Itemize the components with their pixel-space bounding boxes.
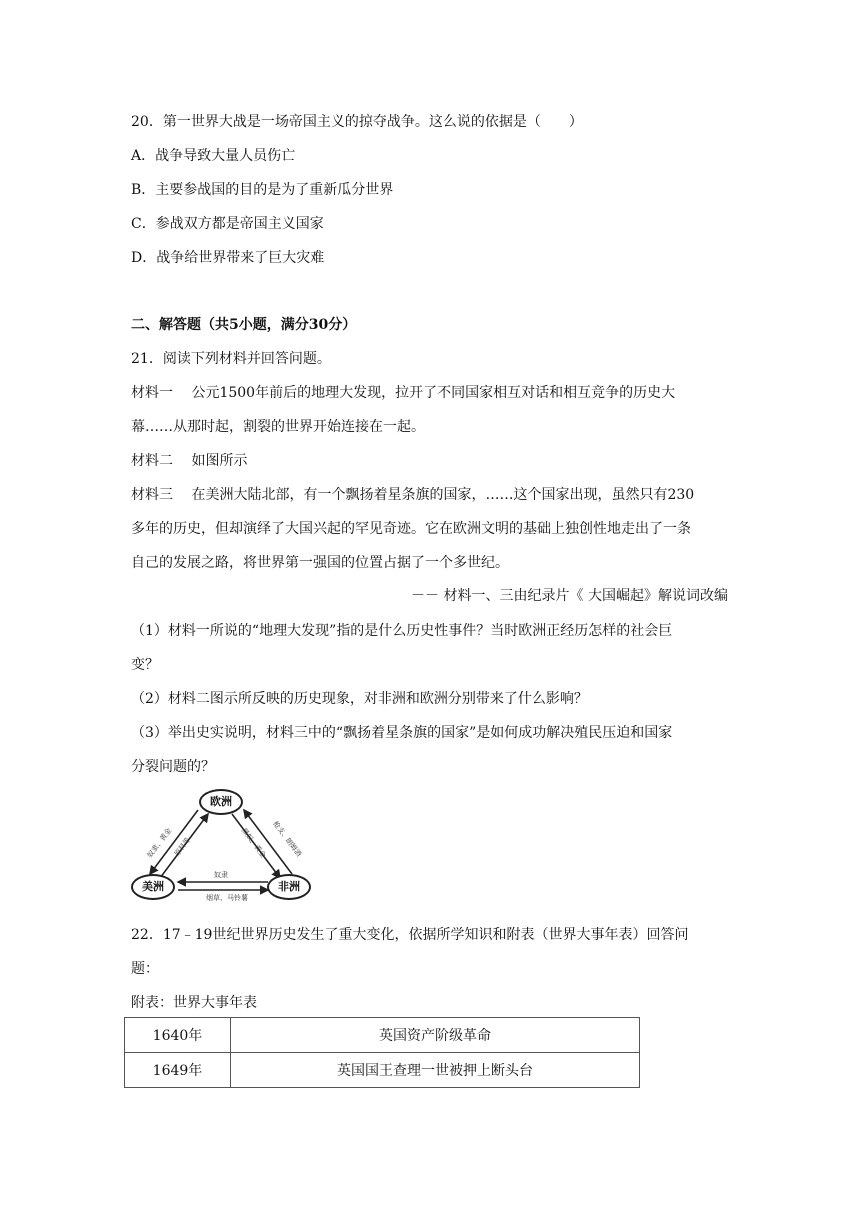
section-heading: 二、解答题（共5小题，满分30分）: [131, 317, 357, 333]
q20-option-c: C．参战双方都是帝国主义国家: [131, 216, 324, 232]
q21-sub1-line2: 变？: [131, 657, 159, 673]
node-europe: 欧洲: [199, 789, 243, 815]
q21-sub3-line2: 分裂问题的？: [131, 759, 215, 775]
q20-option-a: A．战争导致大量人员伤亡: [131, 148, 296, 164]
label-right-outer: 枪支、朗姆酒: [271, 819, 303, 859]
node-africa: 非洲: [267, 874, 311, 900]
triangular-trade-diagram: [128, 786, 314, 906]
q21-material1-line2: 幕……从那时起，割裂的世界开始连接在一起。: [131, 419, 425, 435]
event-cell: 英国国王查理一世被押上断头台: [231, 1053, 640, 1088]
q21-sub3-line1: （3）举出史实说明，材料三中的“飘扬着星条旗的国家”是如何成功解决殖民压迫和国家: [131, 725, 673, 741]
label-bottom-bottom: 烟草、马铃薯: [206, 894, 248, 902]
q20-option-d: D．战争给世界带来了巨大灾难: [131, 250, 325, 266]
label-right-inner: 黑奴、黄金: [239, 826, 268, 860]
node-america: 美洲: [131, 874, 175, 900]
label-bottom-top: 奴隶: [214, 871, 228, 879]
q20-stem: 20．第一世界大战是一场帝国主义的掠夺战争。这么说的依据是（ ）: [131, 114, 583, 130]
q21-sub1-line1: （1）材料一所说的“地理大发现”指的是什么历史性事件？当时欧洲正经历怎样的社会巨: [131, 623, 673, 639]
year-cell: 1649年: [125, 1053, 231, 1088]
q22-table-title: 附表：世界大事年表: [131, 995, 257, 1011]
q21-material1-line1: 材料一 公元1500年前后的地理大发现，拉开了不同国家相互对话和相互竞争的历史大: [131, 385, 676, 401]
year-cell: 1640年: [125, 1018, 231, 1053]
q21-material2: 材料二 如图所示: [131, 453, 248, 469]
q22-stem-line1: 22．17﹣19世纪世界历史发生了重大变化，依据所学知识和附表（世界大事年表）回答问: [131, 927, 689, 943]
label-left-outer: 奴隶、黄金: [145, 826, 174, 860]
q20-option-b: B．主要参战国的目的是为了重新瓜分世界: [131, 182, 394, 198]
q21-material3-line2: 多年的历史，但却演绎了大国兴起的罕见奇迹。它在欧洲文明的基础上独创性地走出了一条: [131, 521, 691, 537]
label-left-inner: 原料等: [172, 836, 193, 858]
events-table: [124, 1017, 640, 1088]
q21-stem: 21．阅读下列材料并回答问题。: [131, 351, 331, 367]
q22-stem-line2: 题：: [131, 961, 159, 977]
table-row: [125, 1053, 640, 1088]
q21-material3-line1: 材料三 在美洲大陆北部，有一个飘扬着星条旗的国家，……这个国家出现，虽然只有230: [131, 487, 695, 503]
q21-material3-line3: 自己的发展之路，将世界第一强国的位置占据了一个多世纪。: [131, 555, 509, 571]
table-row: [125, 1018, 640, 1053]
event-cell: 英国资产阶级革命: [231, 1018, 640, 1053]
q21-source: －－ 材料一、三由纪录片《 大国崛起》解说词改编: [411, 588, 728, 604]
q21-sub2: （2）材料二图示所反映的历史现象，对非洲和欧洲分别带来了什么影响？: [131, 691, 588, 707]
